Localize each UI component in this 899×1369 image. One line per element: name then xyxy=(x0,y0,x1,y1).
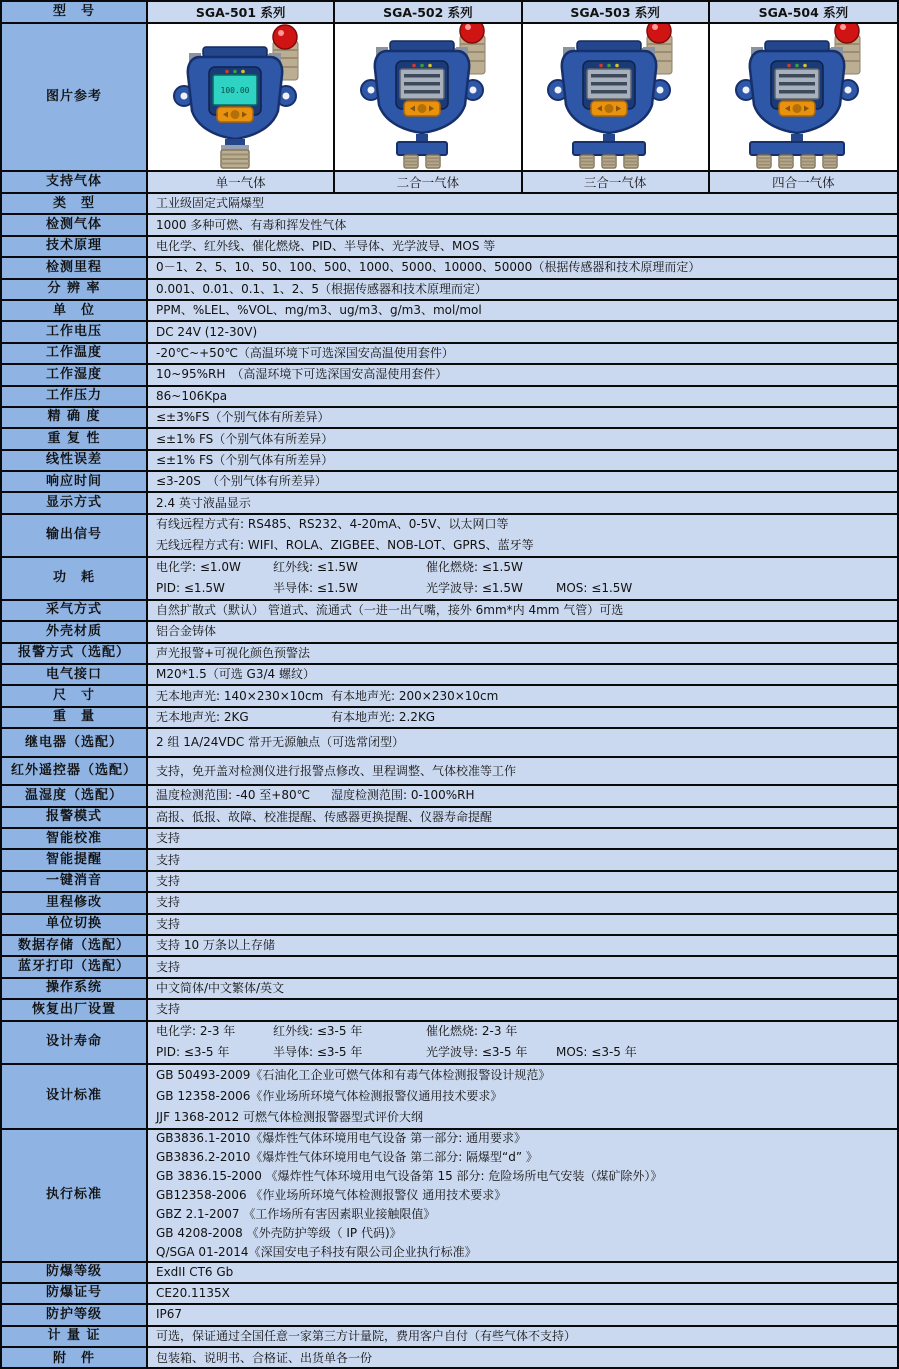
model-name-cells xyxy=(148,2,897,22)
spec-row-value xyxy=(148,1327,897,1346)
spec-value-segment: 红外线: ≤3-5 年 xyxy=(273,1024,363,1038)
spec-row-label: 里程修改 xyxy=(2,893,148,912)
spec-row-value xyxy=(148,515,897,556)
spec-row-value xyxy=(148,979,897,998)
spec-row xyxy=(2,644,897,665)
spec-row xyxy=(2,344,897,365)
spec-row-label: 线性误差 xyxy=(2,451,148,470)
spec-row xyxy=(2,979,897,1000)
spec-row-label: 防护等级 xyxy=(2,1305,148,1324)
spec-value-line: 电化学、红外线、催化燃烧、PID、半导体、光学波导、MOS 等 xyxy=(156,238,496,253)
spec-row xyxy=(2,957,897,978)
spec-value-line: JJF 1368-2012 可燃气体检测报警器型式评价大纲 xyxy=(156,1109,424,1124)
spec-value-line: 支持 xyxy=(156,1002,181,1017)
spec-row xyxy=(2,850,897,871)
spec-row-label: 智能提醒 xyxy=(2,850,148,869)
spec-row-value xyxy=(148,957,897,976)
spec-row-value xyxy=(148,451,897,470)
image-reference-row xyxy=(2,24,897,172)
spec-row-value xyxy=(148,686,897,705)
spec-row-label: 设计标准 xyxy=(2,1065,148,1128)
spec-value-segment: 无本地声光: 2KG xyxy=(156,710,249,725)
model-header-4: SGA-504 系列 xyxy=(710,2,897,22)
spec-value-line: 工业级固定式隔爆型 xyxy=(156,196,265,211)
spec-row-value xyxy=(148,758,897,784)
spec-value-segment: 催化燃烧: 2-3 年 xyxy=(426,1024,518,1038)
spec-value-segment: 催化燃烧: ≤1.5W xyxy=(426,560,523,575)
spec-row-value xyxy=(148,408,897,427)
spec-row-label: 单位切换 xyxy=(2,915,148,934)
spec-value-line: GBZ 2.1-2007 《工作场所有害因素职业接触限值》 xyxy=(156,1206,436,1221)
spec-value-segment: 温度检测范围: -40 至+80℃ xyxy=(156,788,311,803)
spec-row xyxy=(2,322,897,343)
spec-row-label: 蓝牙打印（选配） xyxy=(2,957,148,976)
spec-row xyxy=(2,872,897,893)
spec-value-segment: 红外线: ≤1.5W xyxy=(273,560,358,575)
spec-row-value xyxy=(148,258,897,277)
spec-row-label: 智能校准 xyxy=(2,829,148,848)
gas-detector-illustration xyxy=(151,24,331,170)
spec-row-label: 执行标准 xyxy=(2,1130,148,1261)
spec-row-label: 工作电压 xyxy=(2,322,148,341)
spec-row-label: 一键消音 xyxy=(2,872,148,891)
spec-row-label: 继电器（选配） xyxy=(2,729,148,756)
spec-row-label: 尺 寸 xyxy=(2,686,148,705)
spec-row-value xyxy=(148,237,897,256)
spec-value-line: GB 12358-2006《作业场所环境气体检测报警仪通用技术要求》 xyxy=(156,1088,503,1103)
spec-row-value xyxy=(148,936,897,955)
spec-value-line: 高报、低报、故障、校准提醒、传感器更换提醒、仪器寿命提醒 xyxy=(156,809,493,824)
spec-row-value xyxy=(148,601,897,620)
spec-value-line: 包装箱、说明书、合格证、出货单各一份 xyxy=(156,1351,373,1366)
spec-row-value xyxy=(148,194,897,213)
device-image-sga-501 xyxy=(148,24,335,170)
spec-value-line: GB3836.2-2010《爆炸性气体环境用电气设备 第二部分: 隔爆型“d” 》 xyxy=(156,1149,538,1164)
spec-value-line: 0.001、0.01、0.1、1、2、5（根据传感器和技术原理而定） xyxy=(156,281,488,296)
spec-row-label: 响应时间 xyxy=(2,472,148,491)
spec-row-value xyxy=(148,344,897,363)
spec-value-line: IP67 xyxy=(156,1307,183,1322)
spec-row-value xyxy=(148,708,897,727)
spec-value-line: 可选，保证通过全国任意一家第三方计量院，费用客户自付（有些气体不支持） xyxy=(156,1328,577,1343)
spec-row xyxy=(2,1327,897,1348)
spec-row-value xyxy=(148,429,897,448)
spec-row xyxy=(2,601,897,622)
spec-row-value xyxy=(148,915,897,934)
spec-value-line: DC 24V (12-30V) xyxy=(156,324,258,339)
spec-row xyxy=(2,758,897,786)
spec-row-value xyxy=(148,215,897,234)
spec-value-line xyxy=(156,686,897,707)
spec-row-label: 报警方式（选配） xyxy=(2,644,148,663)
spec-value-line: 支持 xyxy=(156,852,181,867)
spec-row-label: 计 量 证 xyxy=(2,1327,148,1346)
spec-value-line: ≤±1% FS（个别气体有所差异） xyxy=(156,452,334,467)
spec-value-line: 支持 xyxy=(156,831,181,846)
row-label-image: 图片参考 xyxy=(2,24,148,170)
spec-row-label: 红外遥控器（选配） xyxy=(2,758,148,784)
spec-row-value xyxy=(148,729,897,756)
row-label-model: 型 号 xyxy=(2,2,148,22)
spec-value-line: ≤±3%FS（个别气体有所差异） xyxy=(156,410,330,425)
spec-value-line: GB3836.1-2010《爆炸性气体环境用电气设备 第一部分: 通用要求》 xyxy=(156,1130,527,1145)
spec-value-line: CE20.1135X xyxy=(156,1286,230,1301)
spec-value-line: PPM、%LEL、%VOL、mg/m3、ug/m3、g/m3、mol/mol xyxy=(156,303,482,318)
spec-value-segment: 光学波导: ≤1.5W xyxy=(426,581,523,596)
supported-gas-3: 三合一气体 xyxy=(523,172,710,192)
spec-row-value xyxy=(148,644,897,663)
spec-value-line: 支持 10 万条以上存储 xyxy=(156,938,275,953)
spec-value-line: 声光报警+可视化颜色预警法 xyxy=(156,645,311,660)
spec-row-value xyxy=(148,829,897,848)
spec-value-line: 2 组 1A/24VDC 常开无源触点（可选常闭型） xyxy=(156,735,405,750)
spec-row-label: 功 耗 xyxy=(2,558,148,599)
spec-value-line: GB 4208-2008 《外壳防护等级（ IP 代码)》 xyxy=(156,1225,402,1240)
spec-row xyxy=(2,936,897,957)
spec-row-value xyxy=(148,387,897,406)
spec-row xyxy=(2,387,897,408)
model-header-1: SGA-501 系列 xyxy=(148,2,335,22)
spec-value-line: 支持 xyxy=(156,916,181,931)
spec-row-label: 重 复 性 xyxy=(2,429,148,448)
spec-value-line: 0－1、2、5、10、50、100、500、1000、5000、10000、50000（根据传感器和技术原理而定） xyxy=(156,260,701,275)
spec-row xyxy=(2,1022,897,1065)
spec-row-value xyxy=(148,280,897,299)
spec-row-value xyxy=(148,893,897,912)
spec-row-label: 分 辨 率 xyxy=(2,280,148,299)
spec-value-line: GB 3836.15-2000 《爆炸性气体环境用电气设备第 15 部分: 危险场所电气安装（煤矿除外）》 xyxy=(156,1168,663,1183)
model-header-3: SGA-503 系列 xyxy=(523,2,710,22)
spec-row-value xyxy=(148,365,897,384)
spec-value-line: 支持 xyxy=(156,959,181,974)
spec-row xyxy=(2,786,897,807)
spec-value-segment: 有本地声光: 200×230×10cm xyxy=(331,688,499,703)
spec-row-label: 附 件 xyxy=(2,1348,148,1369)
spec-value-line: -20℃~+50℃（高温环境下可选深国安高温使用套件） xyxy=(156,345,454,360)
spec-value-line: ≤±1% FS（个别气体有所差异） xyxy=(156,431,334,446)
spec-row-value xyxy=(148,1348,897,1369)
spec-row-label: 精 确 度 xyxy=(2,408,148,427)
spec-row xyxy=(2,365,897,386)
spec-value-line xyxy=(156,785,897,806)
spec-row xyxy=(2,1065,897,1130)
spec-row xyxy=(2,1130,897,1263)
spec-row-label: 外壳材质 xyxy=(2,622,148,641)
spec-row xyxy=(2,237,897,258)
spec-value-line: GB12358-2006 《作业场所环境气体检测报警仪 通用技术要求》 xyxy=(156,1187,507,1202)
spec-row xyxy=(2,1284,897,1305)
spec-row xyxy=(2,808,897,829)
spec-row-value xyxy=(148,1065,897,1128)
row-label-gas: 支持气体 xyxy=(2,172,148,192)
spec-row-value xyxy=(148,1284,897,1303)
spec-row-value xyxy=(148,493,897,512)
spec-row xyxy=(2,429,897,450)
spec-value-line: 支持 xyxy=(156,873,181,888)
spec-row-label: 技术原理 xyxy=(2,237,148,256)
spec-row-value xyxy=(148,558,897,599)
spec-value-line: 10~95%RH （高湿环境下可选深国安高湿使用套件） xyxy=(156,367,448,382)
supported-gas-1: 单一气体 xyxy=(148,172,335,192)
spec-value-segment: MOS: ≤3-5 年 xyxy=(556,1045,637,1059)
spec-value-line xyxy=(156,557,897,578)
spec-row xyxy=(2,515,897,558)
spec-row-label: 操作系统 xyxy=(2,979,148,998)
spec-row-label: 恢复出厂设置 xyxy=(2,1000,148,1019)
spec-row xyxy=(2,1263,897,1284)
spec-value-line xyxy=(156,707,897,728)
spec-row xyxy=(2,893,897,914)
spec-value-line: 中文简体/中文繁体/英文 xyxy=(156,980,285,995)
supported-gas-cells xyxy=(148,172,897,192)
spec-row xyxy=(2,665,897,686)
spec-row-label: 显示方式 xyxy=(2,493,148,512)
spec-value-segment: 电化学: ≤1.0W xyxy=(156,560,241,575)
spec-row-value xyxy=(148,1263,897,1282)
spec-value-line: 2.4 英寸液晶显示 xyxy=(156,495,251,510)
spec-row xyxy=(2,829,897,850)
spec-value-line xyxy=(156,578,897,599)
spec-value-line: 支持 xyxy=(156,895,181,910)
device-image-sga-502 xyxy=(335,24,522,170)
model-header-row xyxy=(2,2,897,24)
spec-value-segment: PID: ≤3-5 年 xyxy=(156,1045,230,1059)
spec-row-label: 温湿度（选配） xyxy=(2,786,148,805)
spec-value-line: 支持，免开盖对检测仪进行报警点修改、里程调整、气体校准等工作 xyxy=(156,763,517,778)
spec-value-segment: 光学波导: ≤3-5 年 xyxy=(426,1045,528,1059)
spec-row-label: 检测气体 xyxy=(2,215,148,234)
spec-value-segment: 半导体: ≤1.5W xyxy=(273,581,358,596)
svg-text:100.00: 100.00 xyxy=(220,86,250,95)
spec-row-value xyxy=(148,301,897,320)
spec-row xyxy=(2,558,897,601)
spec-value-line: 自然扩散式（默认） 管道式、流通式（一进一出气嘴，接外 6mm*内 4mm 气管）可选 xyxy=(156,603,624,618)
spec-row xyxy=(2,451,897,472)
device-image-cells xyxy=(148,24,897,170)
spec-row xyxy=(2,1305,897,1326)
spec-rows-container xyxy=(2,194,897,1369)
spec-value-line: 1000 多种可燃、有毒和挥发性气体 xyxy=(156,217,347,232)
spec-row-value xyxy=(148,322,897,341)
spec-row-label: 工作压力 xyxy=(2,387,148,406)
spec-value-segment: PID: ≤1.5W xyxy=(156,581,225,596)
spec-row xyxy=(2,301,897,322)
spec-value-segment: 电化学: 2-3 年 xyxy=(156,1024,236,1038)
spec-value-segment: 半导体: ≤3-5 年 xyxy=(273,1045,363,1059)
spec-row xyxy=(2,1000,897,1021)
spec-row-label: 工作温度 xyxy=(2,344,148,363)
spec-value-line: Q/SGA 01-2014《深国安电子科技有限公司企业执行标准》 xyxy=(156,1244,477,1259)
spec-row xyxy=(2,708,897,729)
spec-row-label: 设计寿命 xyxy=(2,1022,148,1063)
spec-row xyxy=(2,915,897,936)
spec-row xyxy=(2,280,897,301)
spec-row-label: 防爆证号 xyxy=(2,1284,148,1303)
spec-row xyxy=(2,1348,897,1369)
spec-row-value xyxy=(148,1022,897,1063)
spec-value-line: ≤3-20S （个别气体有所差异） xyxy=(156,474,327,489)
spec-value-line xyxy=(156,1021,897,1042)
spec-value-line: 86~106Kpa xyxy=(156,388,228,403)
spec-value-line: 有线远程方式有: RS485、RS232、4-20mA、0-5V、以太网口等 xyxy=(156,517,509,532)
gas-detector-illustration xyxy=(525,24,705,170)
device-image-sga-503 xyxy=(523,24,710,170)
spec-value-line: 无线远程方式有: WIFI、ROLA、ZIGBEE、NOB-LOT、GPRS、蓝牙等 xyxy=(156,538,534,553)
spec-row xyxy=(2,194,897,215)
spec-row-label: 工作湿度 xyxy=(2,365,148,384)
spec-value-segment: 有本地声光: 2.2KG xyxy=(331,710,436,725)
spec-value-segment: 湿度检测范围: 0-100%RH xyxy=(331,788,475,803)
spec-row-label: 重 量 xyxy=(2,708,148,727)
spec-row-value xyxy=(148,1305,897,1324)
gas-detector-illustration xyxy=(713,24,893,170)
gas-detector-illustration xyxy=(338,24,518,170)
spec-row-label: 类 型 xyxy=(2,194,148,213)
spec-row-value xyxy=(148,622,897,641)
spec-row-value xyxy=(148,786,897,805)
spec-value-line: 铝合金铸体 xyxy=(156,624,217,639)
spec-value-segment: 无本地声光: 140×230×10cm xyxy=(156,688,324,703)
spec-row-value xyxy=(148,472,897,491)
spec-value-line xyxy=(156,1042,897,1063)
spec-row-label: 报警模式 xyxy=(2,808,148,827)
spec-row xyxy=(2,258,897,279)
spec-row xyxy=(2,622,897,643)
spec-row xyxy=(2,493,897,514)
spec-row-value xyxy=(148,808,897,827)
spec-row-value xyxy=(148,850,897,869)
spec-row-value xyxy=(148,1000,897,1019)
spec-row xyxy=(2,215,897,236)
supported-gas-2: 二合一气体 xyxy=(335,172,522,192)
spec-row-label: 检测里程 xyxy=(2,258,148,277)
spec-value-line: M20*1.5（可选 G3/4 螺纹） xyxy=(156,667,315,682)
spec-row-label: 采气方式 xyxy=(2,601,148,620)
spec-row-label: 防爆等级 xyxy=(2,1263,148,1282)
spec-row-value xyxy=(148,872,897,891)
spec-row-label: 电气接口 xyxy=(2,665,148,684)
supported-gas-row xyxy=(2,172,897,194)
spec-row xyxy=(2,472,897,493)
model-header-2: SGA-502 系列 xyxy=(335,2,522,22)
spec-value-segment: MOS: ≤1.5W xyxy=(556,581,633,596)
spec-row xyxy=(2,729,897,758)
supported-gas-4: 四合一气体 xyxy=(710,172,897,192)
spec-row-label: 数据存储（选配） xyxy=(2,936,148,955)
spec-row-label: 输出信号 xyxy=(2,515,148,556)
spec-row-value xyxy=(148,1130,897,1261)
spec-row-value xyxy=(148,665,897,684)
spec-row xyxy=(2,408,897,429)
spec-value-line: GB 50493-2009《石油化工企业可燃气体和有毒气体检测报警设计规范》 xyxy=(156,1067,551,1082)
spec-row-label: 单 位 xyxy=(2,301,148,320)
spec-row xyxy=(2,686,897,707)
spec-value-line: ExdII CT6 Gb xyxy=(156,1264,234,1279)
device-image-sga-504 xyxy=(710,24,897,170)
